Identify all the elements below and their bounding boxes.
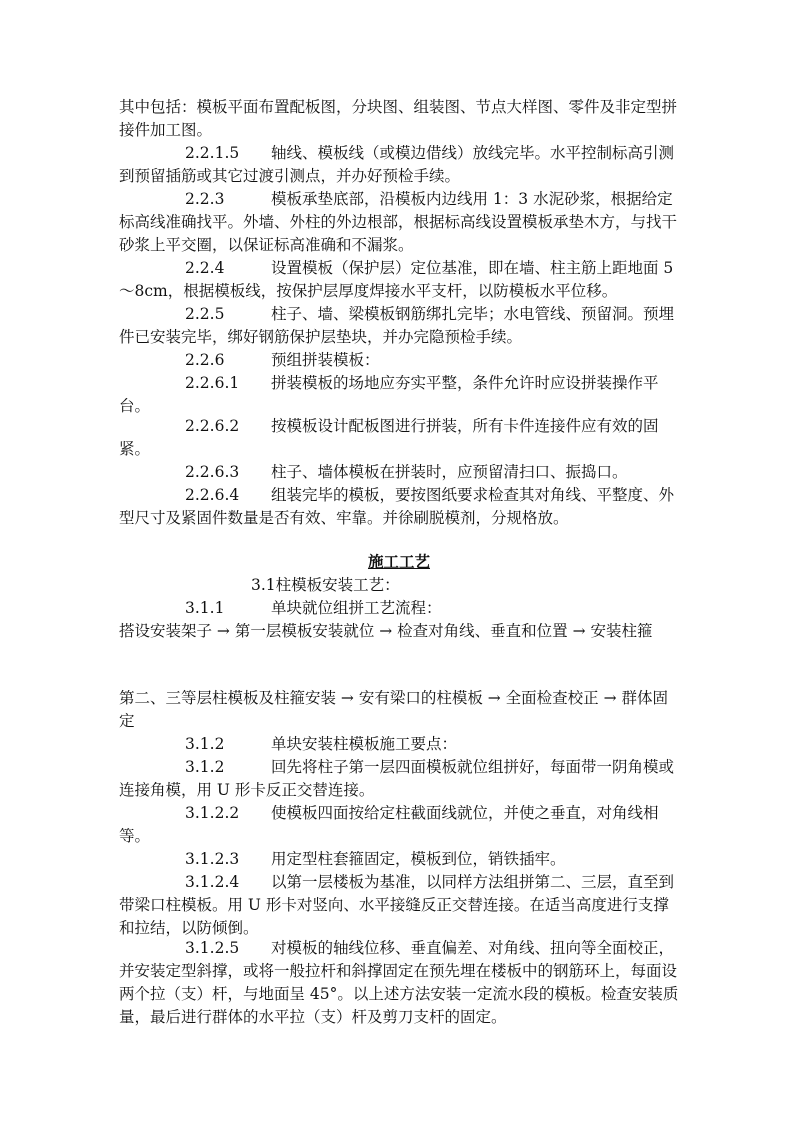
section-heading: 施工工艺	[367, 552, 430, 571]
paragraph-2-2-6-2: 2.2.6.2 按模板设计配板图进行拼装，所有卡件连接件应有效的固紧。	[119, 417, 659, 458]
paragraph-3-1: 3.1柱模板安装工艺：	[119, 574, 679, 597]
clause-number: 3.1.2.5	[185, 939, 240, 957]
paragraph-3-1-1: 3.1.1 单块就位组拼工艺流程：	[119, 597, 679, 620]
clause-number: 3.1.2.4	[185, 873, 240, 891]
clause-number: 3.1.2	[185, 735, 225, 753]
paragraph-2-2-6-1: 2.2.6.1 拼装模板的场地应夯实平整，条件允许时应设拼装操作平台。	[119, 374, 659, 415]
clause-number: 3.1.1	[185, 599, 225, 617]
paragraph-3-1-2-5: 3.1.2.5 对模板的轴线位移、垂直偏差、对角线、扭向等全面校正，并安装定型斜撑，或将一般拉杆和斜撑固定在预先埋在楼板中的钢筋环上，每面设两个拉（支）杆，与地面呈 45°。以上述方法安装一定流水段的模板。检查安装质量，最后进行群体的水平拉（支）杆及剪刀支杆的固定。	[119, 939, 679, 1026]
process-flow-2: 第二、三等层柱模板及柱箍安装 → 安有梁口的柱模板 → 全面检查校正 → 群体固定	[119, 689, 669, 730]
clause-number: 2.2.5	[185, 305, 225, 323]
clause-number: 2.2.6	[185, 351, 225, 369]
paragraph-2-2-6-3: 2.2.6.3 柱子、墙体模板在拼装时，应预留清扫口、振捣口。	[119, 461, 679, 484]
paragraph-2-2-6: 2.2.6 预组拼装模板：	[119, 349, 679, 372]
process-flow-1: 搭设安装架子 → 第一层模板安装就位 → 检查对角线、垂直和位置 → 安装柱箍	[119, 622, 653, 640]
clause-number: 2.2.6.4	[185, 486, 240, 504]
paragraph-2-2-1-5: 2.2.1.5 轴线、模板线（或模边借线）放线完毕。水平控制标高引测到预留插筋或其它过渡引测点，并办好预检手续。	[119, 144, 675, 185]
paragraph-3-1-2-4: 3.1.2.4 以第一层楼板为基准，以同样方法组拼第二、三层，直至到带梁口柱模板。用 U 形卡对竖向、水平接缝反正交替连接。在适当高度进行支撑和拉结，以防倾倒。	[119, 873, 675, 937]
paragraph-2-2-4: 2.2.4 设置模板（保护层）定位基准，即在墙、柱主筋上距地面 5～8cm，根据模板线，按保护层厚度焊接水平支杆，以防模板水平位移。	[119, 259, 674, 300]
paragraph-3-1-2-2: 3.1.2.2 使模板四面按给定柱截面线就位，并使之垂直，对角线相等。	[119, 804, 659, 845]
clause-number: 2.2.3	[185, 190, 225, 208]
paragraph: 其中包括：模板平面布置配板图，分块图、组装图、节点大样图、零件及非定型拼接件加工图。	[119, 98, 678, 139]
paragraph-2-2-5: 2.2.5 柱子、墙、梁模板钢筋绑扎完毕；水电管线、预留洞。预埋件已安装完毕，绑好钢筋保护层垫块，并办完隐预检手续。	[119, 305, 675, 346]
paragraph-2-2-6-4: 2.2.6.4 组装完毕的模板，要按图纸要求检查其对角线、平整度、外型尺寸及紧固件数量是否有效、牢靠。并徐刷脱模剂，分规格放。	[119, 486, 675, 527]
clause-number: 3.1.2	[185, 758, 225, 776]
clause-number: 3.1.2.3	[185, 850, 240, 868]
clause-number: 2.2.6.2	[185, 417, 240, 435]
clause-number: 2.2.4	[185, 259, 225, 277]
clause-number: 2.2.6.1	[185, 374, 240, 392]
clause-number: 2.2.6.3	[185, 463, 240, 481]
paragraph-2-2-3: 2.2.3 模板承垫底部，沿模板内边线用 1：3 水泥砂浆，根据给定标高线准确找平。外墙、外柱的外边根部，根据标高线设置模板承垫木方，与找干砂浆上平交圈，以保证标高准确和不漏浆。	[119, 190, 678, 254]
clause-number: 3.1.2.2	[185, 804, 240, 822]
paragraph-3-1-2-3: 3.1.2.3 用定型柱套箍固定，模板到位，销铁插牢。	[119, 848, 679, 871]
paragraph-3-1-2: 3.1.2 单块安装柱模板施工要点：	[119, 733, 679, 756]
paragraph-3-1-2-1: 3.1.2 回先将柱子第一层四面模板就位组拼好，每面带一阴角模或连接角模，用 U 形卡反正交替连接。	[119, 758, 675, 799]
clause-number: 3.1	[251, 576, 276, 594]
clause-number: 2.2.1.5	[185, 144, 240, 162]
